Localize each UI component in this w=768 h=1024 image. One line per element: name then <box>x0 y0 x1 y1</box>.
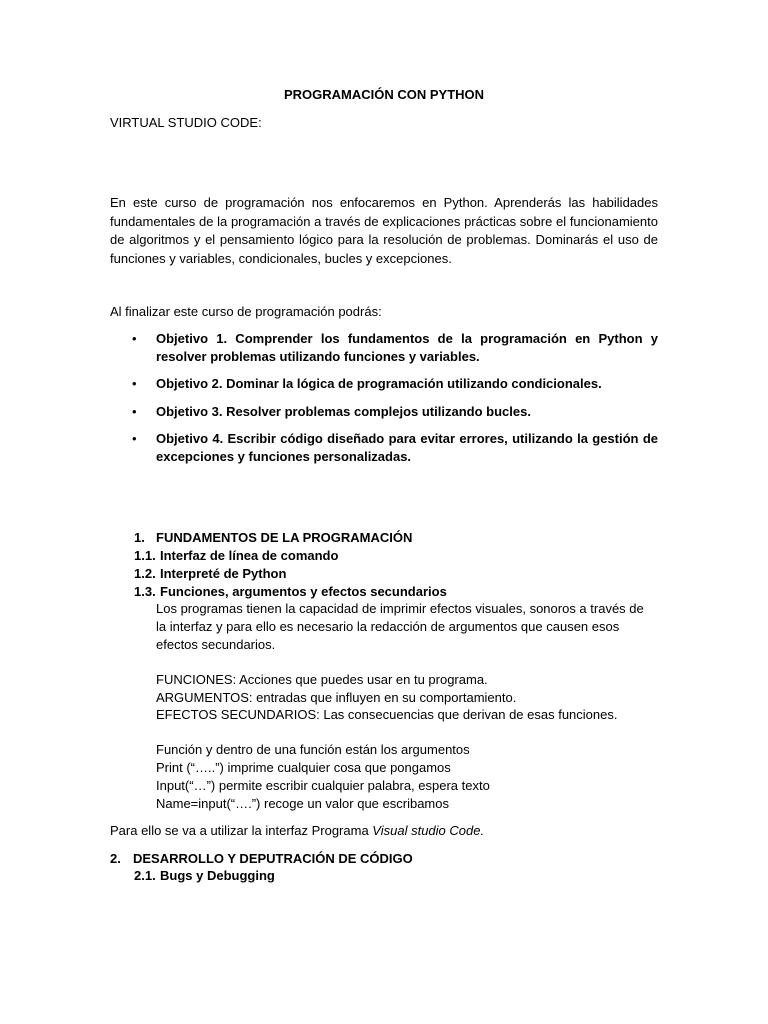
subsection-number: 1.3. <box>134 584 156 599</box>
subsection-title: Funciones, argumentos y efectos secundarios <box>160 584 447 599</box>
bullet-icon: • <box>132 431 137 446</box>
closing-italic-text: Visual studio Code. <box>372 823 485 838</box>
section-title: FUNDAMENTOS DE LA PROGRAMACIÓN <box>156 530 413 545</box>
bullet-icon: • <box>132 331 137 346</box>
subsection-number: 1.1. <box>134 548 156 563</box>
subsection-heading <box>134 867 275 885</box>
objective-text: Objetivo 1. Comprender los fundamentos de la programación en Python y resolver problemas utilizando funciones y variables. <box>156 331 658 364</box>
objective-text: Objetivo 4. Escribir código diseñado para evitar errores, utilizando la gestión de excepciones y funciones personalizadas. <box>156 431 658 464</box>
section-2-heading <box>110 850 413 868</box>
example-line: Función y dentro de una función están los argumentos <box>156 742 470 757</box>
example-line: Input(“…”) permite escribir cualquier palabra, espera texto <box>156 778 490 793</box>
subsection-title: Interfaz de línea de comando <box>160 548 339 563</box>
definition-side-effects: EFECTOS SECUNDARIOS: Las consecuencias que derivan de esas funciones. <box>156 707 618 722</box>
intro-paragraph: En este curso de programación nos enfocaremos en Python. Aprenderás las habilidades fundamentales de la programación a través de explicaciones prácticas sobre el funcionamiento de algoritmos y el pensamiento lógico para la resolución de problemas. Dominarás el uso de funciones y variables, condicionales, bucles y excepciones. <box>110 195 658 266</box>
bullet-icon: • <box>132 376 137 391</box>
objectives-lead: Al finalizar este curso de programación podrás: <box>110 304 382 319</box>
subsection-title: Bugs y Debugging <box>160 868 275 883</box>
subsection-heading <box>134 547 338 565</box>
subsection-heading <box>134 583 447 601</box>
subsection-number: 1.2. <box>134 566 156 581</box>
example-line: Print (“…..”) imprime cualquier cosa que pongamos <box>156 760 451 775</box>
section-paragraph: Los programas tienen la capacidad de imprimir efectos visuales, sonoros a través de la interfaz y para ello es necesario la redacción de argumentos que causen esos efectos secundarios. <box>156 601 644 652</box>
definition-arguments: ARGUMENTOS: entradas que influyen en su comportamiento. <box>156 690 517 705</box>
subtitle: VIRTUAL STUDIO CODE: <box>110 115 262 130</box>
section-1-heading <box>134 529 412 547</box>
section-title: DESARROLLO Y DEPUTRACIÓN DE CÓDIGO <box>133 851 413 866</box>
example-line: Name=input(“….”) recoge un valor que escribamos <box>156 796 449 811</box>
objective-text: Objetivo 3. Resolver problemas complejos utilizando bucles. <box>156 404 531 419</box>
subsection-number: 2.1. <box>134 868 156 883</box>
definition-functions: FUNCIONES: Acciones que puedes usar en tu programa. <box>156 672 488 687</box>
subsection-title: Interpreté de Python <box>160 566 287 581</box>
closing-text: Para ello se va a utilizar la interfaz Programa <box>110 823 373 838</box>
section-number: 1. <box>134 530 145 545</box>
subsection-heading <box>134 565 286 583</box>
objectives-list <box>110 330 658 470</box>
bullet-icon: • <box>132 404 137 419</box>
section-number: 2. <box>110 851 121 866</box>
closing-sentence <box>110 822 484 840</box>
page-title: PROGRAMACIÓN CON PYTHON <box>283 87 485 102</box>
objective-text: Objetivo 2. Dominar la lógica de programación utilizando condicionales. <box>156 376 602 391</box>
